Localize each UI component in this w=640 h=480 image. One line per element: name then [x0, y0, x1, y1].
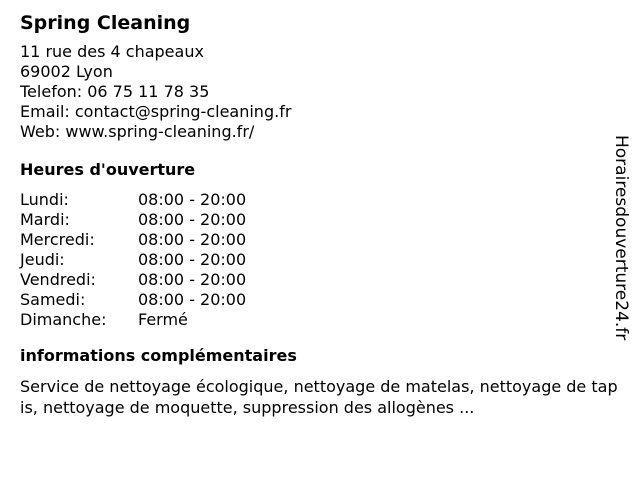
hours-row-monday [20, 190, 620, 210]
time-value: 08:00 - 20:00 [138, 210, 247, 229]
day-label: Mardi: [20, 210, 70, 229]
hours-table [20, 190, 620, 330]
hours-row-sunday [20, 310, 620, 330]
website-url: Web: www.spring-cleaning.fr/ [20, 122, 255, 141]
time-value: Fermé [138, 310, 188, 329]
day-label: Vendredi: [20, 270, 96, 289]
hours-row-saturday [20, 290, 620, 310]
day-label: Jeudi: [20, 250, 65, 269]
city-address: 69002 Lyon [20, 62, 113, 81]
day-label: Lundi: [20, 190, 69, 209]
day-label: Mercredi: [20, 230, 95, 249]
day-label: Samedi: [20, 290, 86, 309]
hours-row-tuesday [20, 210, 620, 230]
time-value: 08:00 - 20:00 [138, 270, 247, 289]
street-address: 11 rue des 4 chapeaux [20, 42, 204, 61]
info-heading: informations complémentaires [20, 346, 297, 365]
contact-block [20, 42, 620, 142]
info-description: Service de nettoyage écologique, nettoyage de matelas, nettoyage de tapis, nettoyage de moquette, suppression des allogènes ... [20, 377, 618, 417]
time-value: 08:00 - 20:00 [138, 290, 247, 309]
email-address: Email: contact@spring-cleaning.fr [20, 102, 292, 121]
time-value: 08:00 - 20:00 [138, 230, 247, 249]
time-value: 08:00 - 20:00 [138, 250, 247, 269]
time-value: 08:00 - 20:00 [138, 190, 247, 209]
business-name: Spring Cleaning [20, 12, 191, 34]
site-watermark: Horairesdouverture24.fr [611, 135, 631, 341]
day-label: Dimanche: [20, 310, 107, 329]
business-card [20, 10, 620, 418]
hours-heading: Heures d'ouverture [20, 160, 196, 179]
hours-row-friday [20, 270, 620, 290]
phone-number: Telefon: 06 75 11 78 35 [20, 82, 210, 101]
hours-row-thursday [20, 250, 620, 270]
hours-row-wednesday [20, 230, 620, 250]
